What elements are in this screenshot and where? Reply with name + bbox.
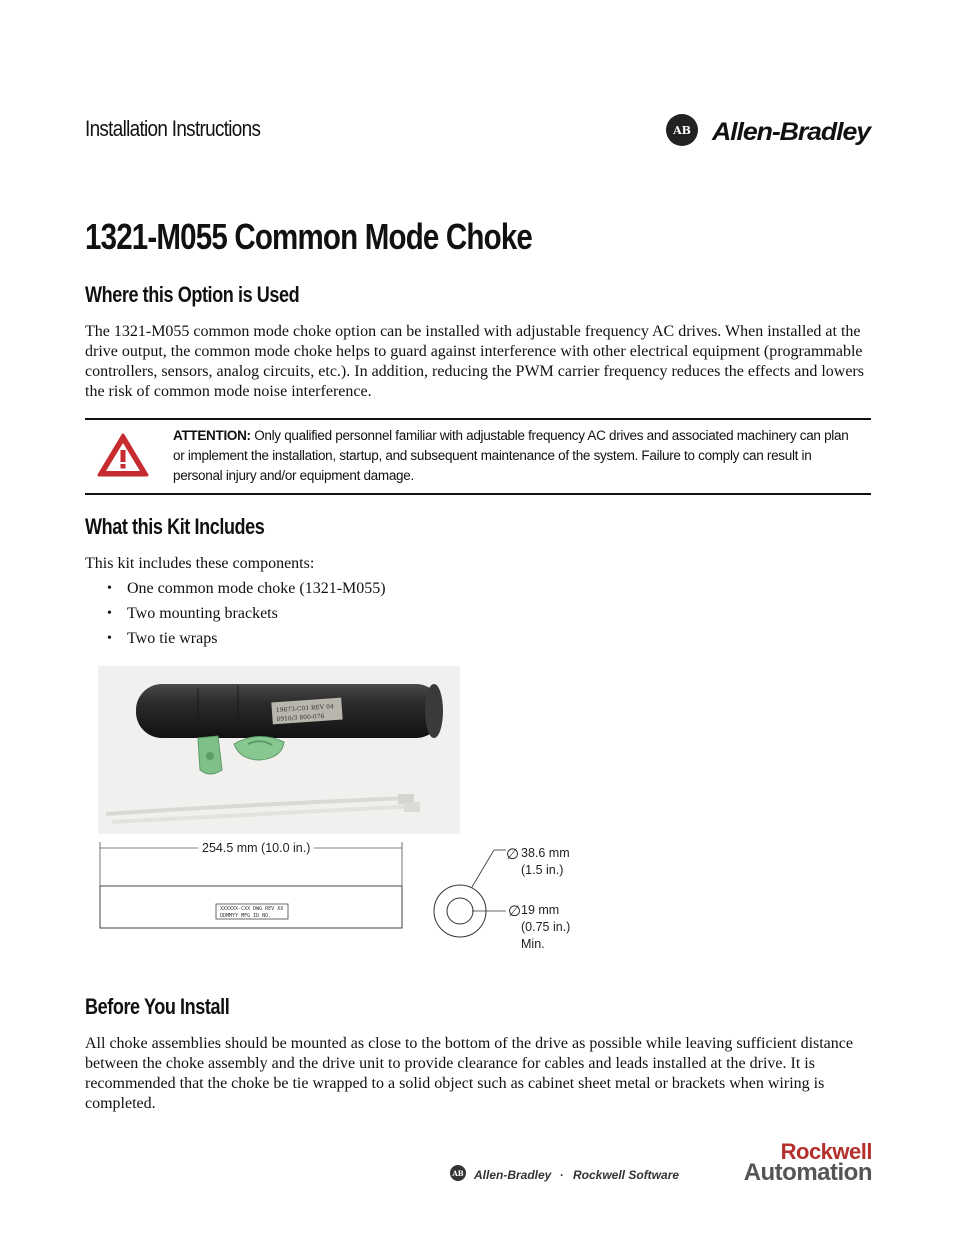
where-line: drive output, the common mode choke helps to guard against interference with other electrical equipment (programmable <box>85 343 863 360</box>
before-line: recommended that the choke be tie wrapped to a solid object such as cabinet sheet metal or brackets when wiring is <box>85 1075 825 1092</box>
product-photo <box>98 666 460 834</box>
inner-diameter-note: Min. <box>521 937 545 951</box>
diameter-icon: ∅ <box>506 846 520 863</box>
footer-ab-mark: AB <box>452 1169 464 1178</box>
outer-diameter-inches: (1.5 in.) <box>521 863 564 877</box>
section-heading-where: Where this Option is Used <box>85 282 300 307</box>
where-line: The 1321-M055 common mode choke option can be installed with adjustable frequency AC drives. When installed at the <box>85 323 861 340</box>
allen-bradley-logo <box>664 112 874 148</box>
list-item: • Two mounting brackets <box>85 601 386 626</box>
where-paragraph <box>85 322 885 402</box>
where-line: the risk of common mode noise interference. <box>85 383 372 400</box>
brand-name: Allen-Bradley <box>710 118 873 146</box>
kit-intro: This kit includes these components: <box>85 555 315 572</box>
section-heading-before: Before You Install <box>85 994 230 1019</box>
diameter-icon: ∅ <box>508 903 522 920</box>
list-item: • Two tie wraps <box>85 626 386 651</box>
footer-brand-right: Rockwell Software <box>573 1168 680 1182</box>
photo-label-line2: 0910/3 800-076 <box>276 712 325 724</box>
before-line: All choke assemblies should be mounted as close to the bottom of the drive as possible while leaving sufficient distance <box>85 1035 853 1052</box>
attention-box <box>85 418 871 495</box>
company-name-line2: Automation <box>743 1159 872 1186</box>
ab-mark-text: AB <box>673 124 691 137</box>
before-line: between the choke assembly and the drive unit to provide clearance for cables and leads installed at the drive. It is <box>85 1055 815 1072</box>
before-line: completed. <box>85 1095 156 1112</box>
footer-separator: · <box>560 1168 564 1182</box>
before-paragraph <box>85 1034 885 1114</box>
where-line: controllers, sensors, analog circuits, etc.). In addition, reducing the PWM carrier frequency reduces the effects and lowers <box>85 363 864 380</box>
company-name-line1: Rockwell <box>780 1142 872 1164</box>
document-title: 1321-M055 Common Mode Choke <box>85 216 533 257</box>
list-item: • One common mode choke (1321-M055) <box>85 576 386 601</box>
length-dimension: 254.5 mm (10.0 in.) <box>202 841 311 855</box>
rockwell-automation-footer <box>448 1142 874 1186</box>
section-heading-kit: What this Kit Includes <box>85 514 265 539</box>
header-title: Installation Instructions <box>85 116 261 141</box>
inner-diameter-inches: (0.75 in.) <box>521 920 571 934</box>
footer-brand-left: Allen-Bradley <box>474 1168 552 1182</box>
photo-label-line1: 19673-C01 REV 04 <box>275 703 335 715</box>
inner-diameter-value: 19 mm <box>521 903 560 917</box>
kit-list <box>85 576 386 651</box>
drawing-label-line2: DDMMYY MFG ID NO. <box>220 913 272 919</box>
outer-diameter-value: 38.6 mm <box>521 846 570 860</box>
attention-message: Only qualified personnel familiar with adjustable frequency AC drives and associated machinery can plan or implement the installation, startup, and subsequent maintenance of the system. Failure to comply can result in personal injury and/or equipment damage. <box>173 428 849 483</box>
attention-label: ATTENTION: <box>173 428 251 443</box>
warning-triangle-icon <box>97 432 149 478</box>
drawing-label-line1: XXXXXX-CXX DWG REV XX <box>220 906 284 912</box>
dimension-drawing <box>98 838 598 958</box>
attention-text <box>173 426 863 486</box>
